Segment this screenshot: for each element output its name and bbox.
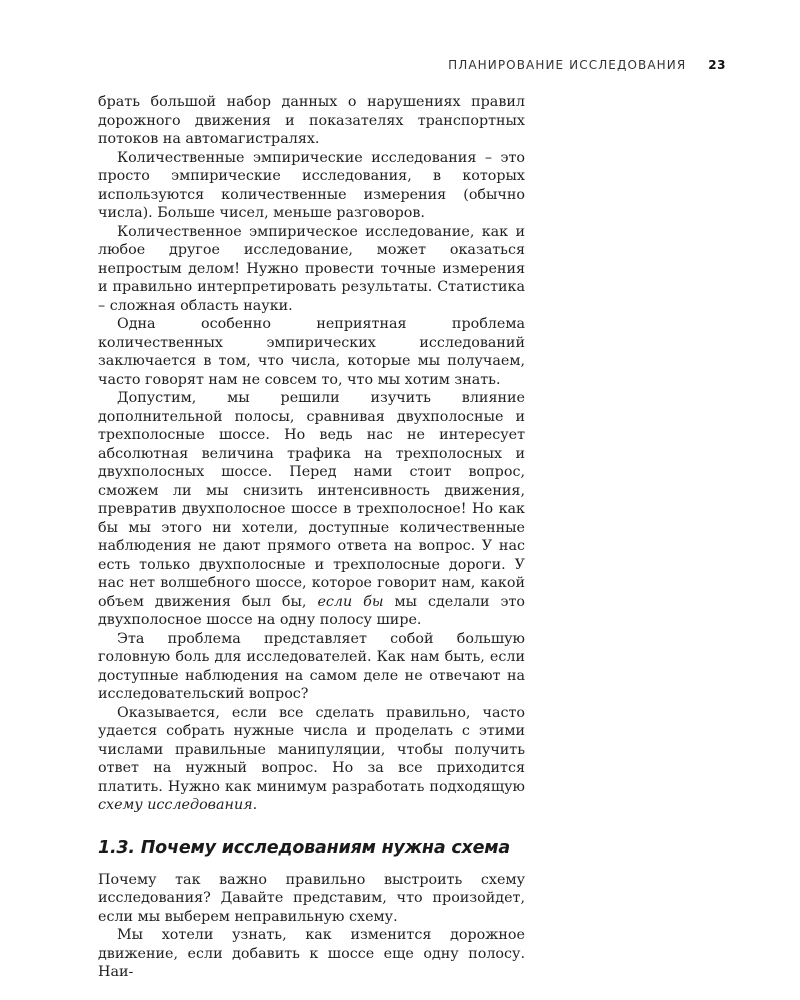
paragraph-6: Эта проблема представляет собой большую головную боль для исследователей. Как нам быть, если доступные наблюдения на самом деле не отвечают на исследовательский вопрос? xyxy=(98,630,525,702)
paragraph-7-emphasis: схему исследования xyxy=(98,797,253,813)
paragraph-7 xyxy=(98,704,525,815)
paragraph-4: Одна особенно неприятная проблема количественных эмпирических исследований заключается в том, что числа, которые мы получаем, часто говорят нам не совсем то, что мы хотим знать. xyxy=(98,316,525,388)
paragraph-1: брать большой набор данных о нарушениях правил дорожного движения и показателях транспортных потоков на автомагистралях. xyxy=(98,94,525,147)
paragraph-2: Количественные эмпирические исследования – это просто эмпирические исследования, в которых используются количественные измерения (обычно числа). Больше чисел, меньше разговоров. xyxy=(98,149,525,221)
section-heading: 1.3. Почему исследованиям нужна схема xyxy=(98,837,510,858)
running-title: ПЛАНИРОВАНИЕ ИССЛЕДОВАНИЯ xyxy=(448,58,687,72)
section-paragraph-1: Почему так важно правильно выстроить схему исследования? Давайте представим, что произойдет, если мы выберем неправильную схему. xyxy=(98,871,525,925)
running-header xyxy=(98,58,726,72)
paragraph-7-text-b: . xyxy=(252,797,258,813)
paragraph-5-text-b: мы сделали это двухполосное шоссе на одну полосу шире. xyxy=(98,593,525,628)
paragraph-3: Количественное эмпирическое исследование, как и любое другое исследование, может оказаться непростым делом! Нужно провести точные измерения и правильно интерпретировать результаты. Статистика – сложная область науки. xyxy=(98,223,525,314)
page-content xyxy=(98,93,525,982)
paragraph-7-text-a: Оказывается, если все сделать правильно, часто удается собрать нужные числа и проделать с этими числами правильные манипуляции, чтобы получить ответ на нужный вопрос. Но за все приходится платить. Нужно как минимум разработать подходящую xyxy=(98,704,525,795)
paragraph-5-text-a: Допустим, мы решили изучить влияние дополнительной полосы, сравнивая двухполосные и трехполосные шоссе. Но ведь нас не интересует абсолютная величина трафика на трехполосных и двухполосных шоссе. Перед нами стоит вопрос, сможем ли мы снизить интенсивность движения, превратив двухполосное шоссе в трехполосное! Но как бы мы этого ни хотели, доступные количественные наблюдения не дают прямого ответа на вопрос. У нас есть только двухполосные и трехполосные дороги. У нас нет волшебного шоссе, которое говорит нам, какой объем движения был бы, xyxy=(98,390,525,610)
page-number: 23 xyxy=(708,58,726,72)
paragraph-5-emphasis: если бы xyxy=(317,593,384,610)
paragraph-5 xyxy=(98,389,525,630)
section-paragraph-2: Мы хотели узнать, как изменится дорожное движение, если добавить к шоссе еще одну полосу. Наи- xyxy=(98,927,525,980)
